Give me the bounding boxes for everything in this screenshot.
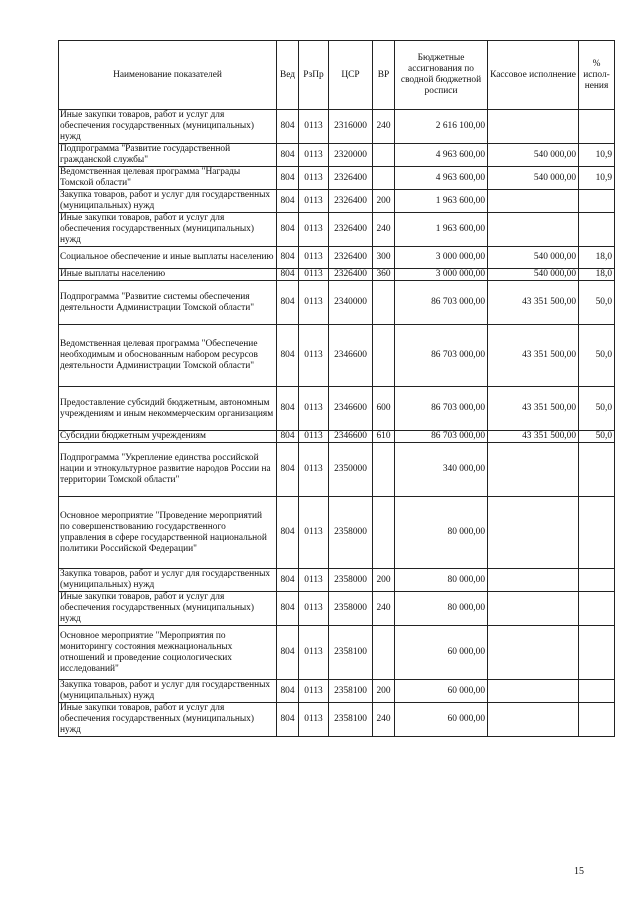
cell-vr bbox=[373, 281, 395, 325]
table-row bbox=[59, 703, 615, 737]
cell-assign: 60 000,00 bbox=[395, 703, 488, 737]
cell-cash bbox=[488, 497, 579, 569]
cell-rzpr: 0113 bbox=[299, 443, 329, 497]
cell-rzpr: 0113 bbox=[299, 247, 329, 269]
cell-vr bbox=[373, 325, 395, 387]
cell-cash bbox=[488, 190, 579, 213]
cell-name: Ведомственная целевая программа "Награды Томской области" bbox=[59, 167, 277, 190]
table-row bbox=[59, 443, 615, 497]
cell-pct bbox=[579, 703, 615, 737]
cell-rzpr: 0113 bbox=[299, 626, 329, 680]
cell-pct: 50,0 bbox=[579, 325, 615, 387]
cell-assign: 60 000,00 bbox=[395, 680, 488, 703]
table-header-row bbox=[59, 41, 615, 110]
cell-assign: 80 000,00 bbox=[395, 592, 488, 626]
cell-csr: 2358000 bbox=[329, 569, 373, 592]
cell-pct bbox=[579, 680, 615, 703]
cell-name: Субсидии бюджетным учреждениям bbox=[59, 431, 277, 443]
cell-rzpr: 0113 bbox=[299, 269, 329, 281]
cell-vr: 360 bbox=[373, 269, 395, 281]
cell-rzpr: 0113 bbox=[299, 387, 329, 431]
table-row bbox=[59, 497, 615, 569]
cell-ved: 804 bbox=[277, 680, 299, 703]
cell-vr: 200 bbox=[373, 190, 395, 213]
cell-ved: 804 bbox=[277, 497, 299, 569]
cell-ved: 804 bbox=[277, 269, 299, 281]
table-row bbox=[59, 569, 615, 592]
cell-csr: 2350000 bbox=[329, 443, 373, 497]
cell-cash bbox=[488, 703, 579, 737]
cell-ved: 804 bbox=[277, 626, 299, 680]
cell-pct: 18,0 bbox=[579, 247, 615, 269]
cell-csr: 2358100 bbox=[329, 680, 373, 703]
cell-vr: 240 bbox=[373, 213, 395, 247]
cell-ved: 804 bbox=[277, 592, 299, 626]
cell-csr: 2326400 bbox=[329, 167, 373, 190]
table-row bbox=[59, 626, 615, 680]
cell-csr: 2358100 bbox=[329, 626, 373, 680]
cell-csr: 2340000 bbox=[329, 281, 373, 325]
cell-cash: 43 351 500,00 bbox=[488, 431, 579, 443]
cell-ved: 804 bbox=[277, 167, 299, 190]
cell-name: Социальное обеспечение и иные выплаты населению bbox=[59, 247, 277, 269]
table-row bbox=[59, 431, 615, 443]
cell-vr bbox=[373, 144, 395, 167]
cell-assign: 4 963 600,00 bbox=[395, 144, 488, 167]
cell-name: Подпрограмма "Укрепление единства российской нации и этнокультурное развитие народов России на территории Томской области" bbox=[59, 443, 277, 497]
table-row bbox=[59, 213, 615, 247]
cell-ved: 804 bbox=[277, 144, 299, 167]
cell-name: Иные закупки товаров, работ и услуг для обеспечения государственных (муниципальных) нужд bbox=[59, 213, 277, 247]
cell-csr: 2326400 bbox=[329, 213, 373, 247]
header-pct: % испол-нения bbox=[579, 41, 615, 110]
cell-name: Основное мероприятие "Проведение мероприятий по совершенствованию государственного управления в сфере государственной национальной политики Российской Федерации" bbox=[59, 497, 277, 569]
cell-assign: 60 000,00 bbox=[395, 626, 488, 680]
cell-assign: 80 000,00 bbox=[395, 569, 488, 592]
cell-rzpr: 0113 bbox=[299, 703, 329, 737]
cell-csr: 2346600 bbox=[329, 387, 373, 431]
cell-name: Ведомственная целевая программа "Обеспечение необходимым и обоснованным набором ресурсов деятельности Администрации Томской области" bbox=[59, 325, 277, 387]
cell-pct: 18,0 bbox=[579, 269, 615, 281]
cell-assign: 340 000,00 bbox=[395, 443, 488, 497]
cell-assign: 86 703 000,00 bbox=[395, 281, 488, 325]
cell-rzpr: 0113 bbox=[299, 281, 329, 325]
cell-pct bbox=[579, 569, 615, 592]
cell-cash: 540 000,00 bbox=[488, 247, 579, 269]
table-row bbox=[59, 680, 615, 703]
header-vr: ВР bbox=[373, 41, 395, 110]
cell-cash bbox=[488, 680, 579, 703]
cell-name: Подпрограмма "Развитие государственной гражданской службы" bbox=[59, 144, 277, 167]
cell-csr: 2326400 bbox=[329, 247, 373, 269]
cell-name: Предоставление субсидий бюджетным, автономным учреждениям и иным некоммерческим организациям bbox=[59, 387, 277, 431]
cell-vr: 610 bbox=[373, 431, 395, 443]
cell-csr: 2358100 bbox=[329, 703, 373, 737]
cell-pct: 50,0 bbox=[579, 431, 615, 443]
table-row bbox=[59, 387, 615, 431]
cell-vr: 240 bbox=[373, 703, 395, 737]
cell-ved: 804 bbox=[277, 569, 299, 592]
cell-cash bbox=[488, 592, 579, 626]
cell-rzpr: 0113 bbox=[299, 325, 329, 387]
cell-vr bbox=[373, 167, 395, 190]
cell-name: Закупка товаров, работ и услуг для государственных (муниципальных) нужд bbox=[59, 569, 277, 592]
table-row bbox=[59, 190, 615, 213]
cell-ved: 804 bbox=[277, 110, 299, 144]
cell-rzpr: 0113 bbox=[299, 431, 329, 443]
cell-rzpr: 0113 bbox=[299, 680, 329, 703]
cell-cash bbox=[488, 569, 579, 592]
cell-vr: 200 bbox=[373, 569, 395, 592]
cell-rzpr: 0113 bbox=[299, 592, 329, 626]
table-body bbox=[59, 110, 615, 737]
cell-pct bbox=[579, 213, 615, 247]
table-row bbox=[59, 325, 615, 387]
cell-csr: 2326400 bbox=[329, 190, 373, 213]
cell-vr bbox=[373, 626, 395, 680]
cell-pct bbox=[579, 497, 615, 569]
cell-cash: 540 000,00 bbox=[488, 144, 579, 167]
cell-assign: 86 703 000,00 bbox=[395, 325, 488, 387]
header-name: Наименование показателей bbox=[59, 41, 277, 110]
cell-vr: 200 bbox=[373, 680, 395, 703]
cell-ved: 804 bbox=[277, 443, 299, 497]
cell-cash bbox=[488, 443, 579, 497]
cell-name: Иные закупки товаров, работ и услуг для обеспечения государственных (муниципальных) нужд bbox=[59, 703, 277, 737]
cell-assign: 2 616 100,00 bbox=[395, 110, 488, 144]
cell-vr: 240 bbox=[373, 592, 395, 626]
cell-name: Иные закупки товаров, работ и услуг для обеспечения государственных (муниципальных) нужд bbox=[59, 110, 277, 144]
cell-vr: 240 bbox=[373, 110, 395, 144]
cell-rzpr: 0113 bbox=[299, 497, 329, 569]
cell-vr: 300 bbox=[373, 247, 395, 269]
cell-pct bbox=[579, 592, 615, 626]
cell-vr bbox=[373, 497, 395, 569]
cell-name: Основное мероприятие "Мероприятия по мониторингу состояния межнациональных отношений и проведение социологических исследований" bbox=[59, 626, 277, 680]
cell-assign: 1 963 600,00 bbox=[395, 190, 488, 213]
table-row bbox=[59, 110, 615, 144]
cell-assign: 3 000 000,00 bbox=[395, 247, 488, 269]
cell-name: Подпрограмма "Развитие системы обеспечения деятельности Администрации Томской области" bbox=[59, 281, 277, 325]
header-assign: Бюджетные ассигнования по сводной бюджетной росписи bbox=[395, 41, 488, 110]
cell-pct bbox=[579, 110, 615, 144]
cell-ved: 804 bbox=[277, 213, 299, 247]
header-ved: Вед bbox=[277, 41, 299, 110]
cell-csr: 2346600 bbox=[329, 325, 373, 387]
table-row bbox=[59, 269, 615, 281]
cell-vr: 600 bbox=[373, 387, 395, 431]
cell-pct bbox=[579, 443, 615, 497]
table-row bbox=[59, 247, 615, 269]
cell-csr: 2326400 bbox=[329, 269, 373, 281]
header-rzpr: РзПр bbox=[299, 41, 329, 110]
cell-cash bbox=[488, 626, 579, 680]
cell-cash: 43 351 500,00 bbox=[488, 325, 579, 387]
cell-rzpr: 0113 bbox=[299, 190, 329, 213]
table-row bbox=[59, 281, 615, 325]
cell-ved: 804 bbox=[277, 281, 299, 325]
cell-cash bbox=[488, 213, 579, 247]
table-row bbox=[59, 592, 615, 626]
cell-rzpr: 0113 bbox=[299, 213, 329, 247]
cell-cash: 43 351 500,00 bbox=[488, 387, 579, 431]
cell-vr bbox=[373, 443, 395, 497]
cell-csr: 2320000 bbox=[329, 144, 373, 167]
cell-cash: 540 000,00 bbox=[488, 269, 579, 281]
page-number: 15 bbox=[574, 866, 584, 877]
cell-cash: 540 000,00 bbox=[488, 167, 579, 190]
budget-table bbox=[58, 40, 615, 737]
cell-name: Иные закупки товаров, работ и услуг для обеспечения государственных (муниципальных) нужд bbox=[59, 592, 277, 626]
cell-ved: 804 bbox=[277, 190, 299, 213]
cell-csr: 2346600 bbox=[329, 431, 373, 443]
cell-assign: 1 963 600,00 bbox=[395, 213, 488, 247]
cell-ved: 804 bbox=[277, 387, 299, 431]
header-csr: ЦСР bbox=[329, 41, 373, 110]
cell-pct: 10,9 bbox=[579, 144, 615, 167]
cell-pct bbox=[579, 626, 615, 680]
cell-ved: 804 bbox=[277, 247, 299, 269]
cell-ved: 804 bbox=[277, 431, 299, 443]
cell-rzpr: 0113 bbox=[299, 569, 329, 592]
cell-assign: 80 000,00 bbox=[395, 497, 488, 569]
cell-cash bbox=[488, 110, 579, 144]
cell-assign: 86 703 000,00 bbox=[395, 431, 488, 443]
cell-name: Закупка товаров, работ и услуг для государственных (муниципальных) нужд bbox=[59, 190, 277, 213]
cell-pct: 50,0 bbox=[579, 281, 615, 325]
cell-cash: 43 351 500,00 bbox=[488, 281, 579, 325]
cell-ved: 804 bbox=[277, 703, 299, 737]
cell-assign: 86 703 000,00 bbox=[395, 387, 488, 431]
cell-assign: 4 963 600,00 bbox=[395, 167, 488, 190]
cell-pct: 50,0 bbox=[579, 387, 615, 431]
header-cash: Кассовое исполнение bbox=[488, 41, 579, 110]
cell-pct: 10,9 bbox=[579, 167, 615, 190]
cell-assign: 3 000 000,00 bbox=[395, 269, 488, 281]
cell-csr: 2358000 bbox=[329, 592, 373, 626]
cell-rzpr: 0113 bbox=[299, 110, 329, 144]
cell-csr: 2358000 bbox=[329, 497, 373, 569]
cell-ved: 804 bbox=[277, 325, 299, 387]
cell-name: Закупка товаров, работ и услуг для государственных (муниципальных) нужд bbox=[59, 680, 277, 703]
table-row bbox=[59, 144, 615, 167]
cell-rzpr: 0113 bbox=[299, 167, 329, 190]
cell-csr: 2316000 bbox=[329, 110, 373, 144]
table-row bbox=[59, 167, 615, 190]
cell-pct bbox=[579, 190, 615, 213]
cell-name: Иные выплаты населению bbox=[59, 269, 277, 281]
cell-rzpr: 0113 bbox=[299, 144, 329, 167]
